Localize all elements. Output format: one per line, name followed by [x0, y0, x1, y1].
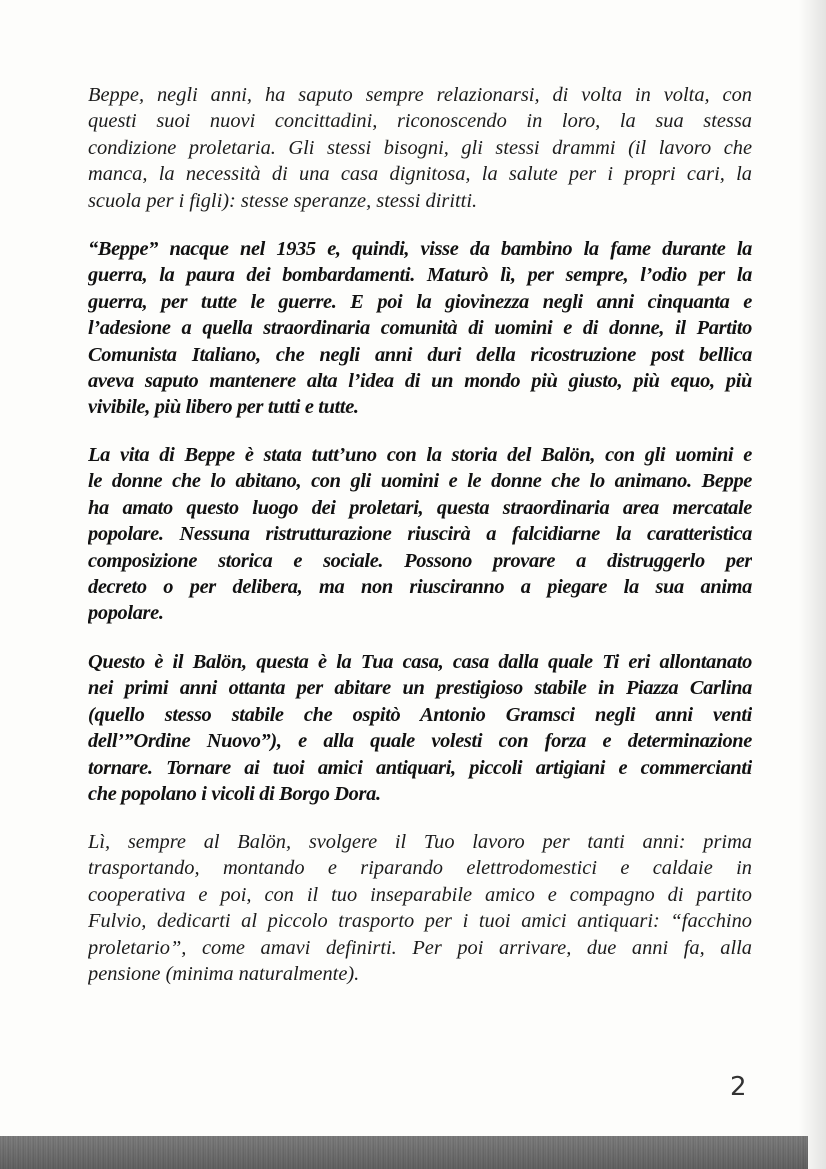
text-line: tornare. Tornare ai tuoi amici antiquari, piccoli artigiani e commercianti — [88, 756, 752, 779]
text-line: composizione storica e sociale. Possono provare a distruggerlo per — [88, 549, 752, 572]
text-line: vivibile, più libero per tutti e tutte. — [88, 396, 359, 419]
text-line: questi suoi nuovi concittadini, riconoscendo in loro, la sua stessa — [88, 110, 752, 133]
text-line: La vita di Beppe è stata tutt’uno con la storia del Balön, con gli uomini e — [88, 444, 752, 466]
text-line: proletario”, come amavi definirti. Per poi arrivare, due anni fa, alla — [88, 936, 752, 959]
text-line: (quello stesso stabile che ospitò Antonio Gramsci negli anni venti — [88, 703, 752, 726]
text-line: popolare. Nessuna ristrutturazione riuscirà a falcidiarne la caratteristica — [88, 523, 752, 546]
text-line: decreto o per delibera, ma non riusciranno a piegare la sua anima — [88, 576, 752, 599]
text-line: che popolano i vicoli di Borgo Dora. — [88, 783, 381, 806]
text-line: trasportando, montando e riparando elettrodomestici e caldaie in — [88, 857, 752, 880]
text-line: Fulvio, dedicarti al piccolo trasporto per i tuoi amici antiquari: “facchino — [88, 910, 752, 933]
text-line: guerra, per tutte le guerre. E poi la giovinezza negli anni cinquanta e — [88, 290, 752, 313]
text-line: guerra, la paura dei bombardamenti. Maturò lì, per sempre, l’odio per la — [88, 264, 752, 287]
text-line: Questo è il Balön, questa è la Tua casa, casa dalla quale Ti eri allontanato — [88, 651, 752, 673]
text-line: nei primi anni ottanta per abitare un prestigioso stabile in Piazza Carlina — [88, 677, 752, 700]
text-line: l’adesione a quella straordinaria comunità di uomini e di donne, il Partito — [88, 317, 752, 340]
text-line: condizione proletaria. Gli stessi bisogni, gli stessi drammi (il lavoro che — [88, 136, 752, 159]
paragraph-1 — [88, 82, 752, 214]
text-line: Comunista Italiano, che negli anni duri della ricostruzione post bellica — [88, 343, 752, 366]
text-line: aveva saputo mantenere alta l’idea di un mondo più giusto, più equo, più — [88, 370, 752, 393]
text-line: Lì, sempre al Balön, svolgere il Tuo lavoro per tanti anni: prima — [88, 831, 752, 853]
paragraph-3 — [88, 442, 752, 627]
page-number: 2 — [730, 1072, 747, 1102]
text-line: Beppe, negli anni, ha saputo sempre relazionarsi, di volta in volta, con — [88, 84, 752, 106]
text-line: cooperativa e poi, con il tuo inseparabile amico e compagno di partito — [88, 883, 752, 906]
scanner-edge-strip — [0, 1136, 808, 1169]
text-line: dell’”Ordine Nuovo”), e alla quale volesti con forza e determinazione — [88, 730, 752, 753]
text-line: ha amato questo luogo dei proletari, questa straordinaria area mercatale — [88, 496, 752, 519]
text-line: le donne che lo abitano, con gli uomini e le donne che lo animano. Beppe — [88, 470, 752, 493]
paragraph-5 — [88, 829, 752, 987]
text-line: scuola per i figli): stesse speranze, stessi diritti. — [88, 189, 478, 212]
text-line: manca, la necessità di una casa dignitosa, la salute per i propri cari, la — [88, 163, 752, 186]
paragraph-2 — [88, 236, 752, 421]
text-line: popolare. — [88, 602, 164, 625]
paragraph-4 — [88, 649, 752, 807]
text-line: “Beppe” nacque nel 1935 e, quindi, visse da bambino la fame durante la — [88, 238, 752, 260]
text-line: pensione (minima naturalmente). — [88, 963, 360, 986]
